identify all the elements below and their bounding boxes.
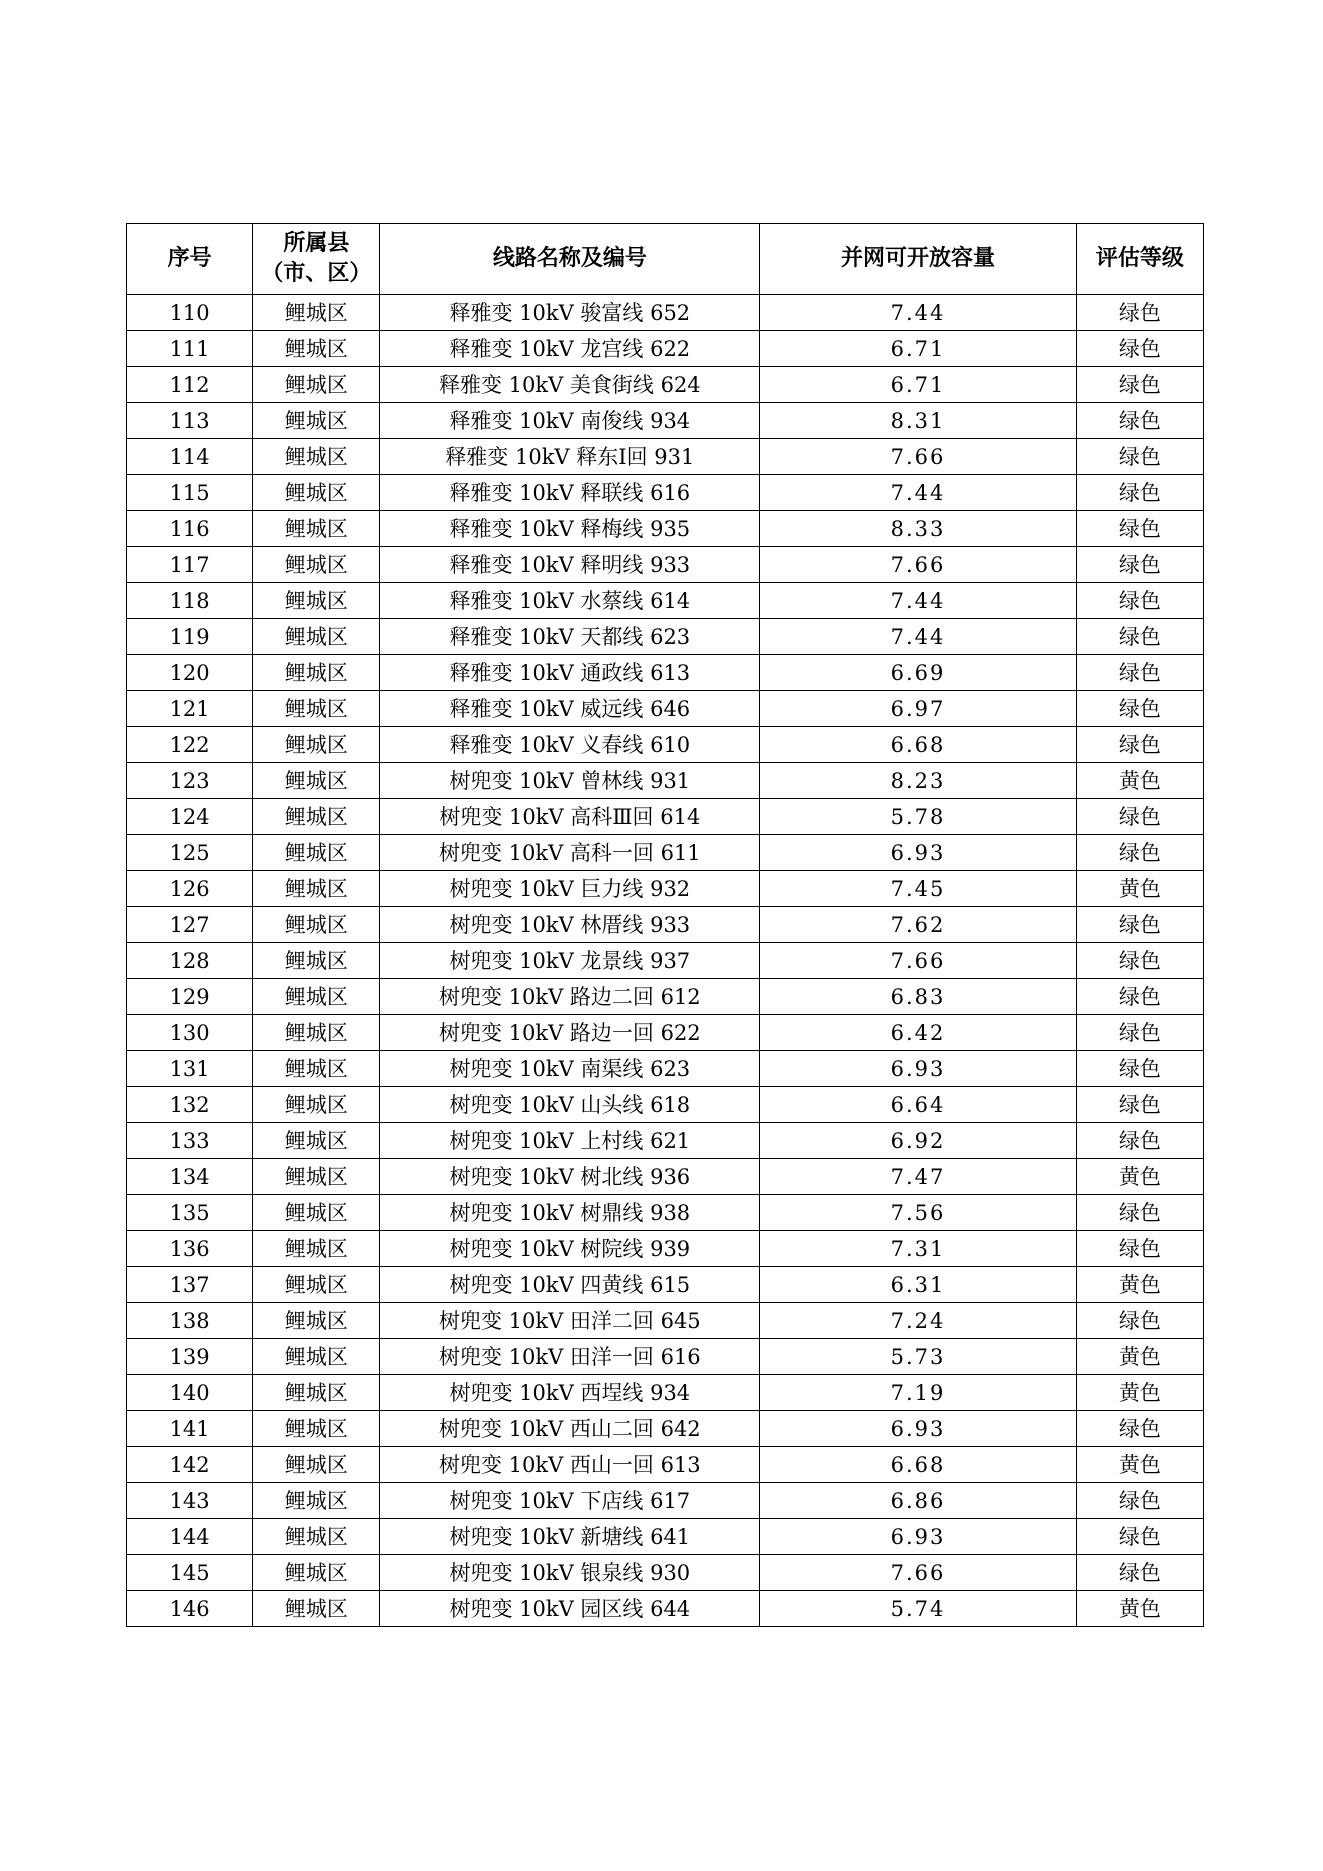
cell-capacity: 7.45: [760, 871, 1077, 907]
cell-county: 鲤城区: [253, 907, 380, 943]
cell-seq: 145: [127, 1555, 253, 1591]
cell-seq: 136: [127, 1231, 253, 1267]
cell-capacity: 6.71: [760, 331, 1077, 367]
cell-grade: 绿色: [1076, 583, 1203, 619]
cell-line: 树兜变 10kV 南渠线 623: [380, 1051, 760, 1087]
table-body: [127, 295, 1204, 1627]
cell-county: 鲤城区: [253, 1051, 380, 1087]
cell-line: 树兜变 10kV 高科Ⅲ回 614: [380, 799, 760, 835]
cell-seq: 116: [127, 511, 253, 547]
cell-grade: 绿色: [1076, 1015, 1203, 1051]
table-row: [127, 943, 1204, 979]
cell-county: 鲤城区: [253, 1123, 380, 1159]
cell-county: 鲤城区: [253, 403, 380, 439]
cell-grade: 绿色: [1076, 1195, 1203, 1231]
cell-capacity: 6.42: [760, 1015, 1077, 1051]
cell-line: 树兜变 10kV 田洋二回 645: [380, 1303, 760, 1339]
cell-seq: 129: [127, 979, 253, 1015]
cell-capacity: 7.66: [760, 439, 1077, 475]
header-grade: 评估等级: [1076, 224, 1203, 295]
cell-grade: 黄色: [1076, 1375, 1203, 1411]
cell-line: 释雅变 10kV 释梅线 935: [380, 511, 760, 547]
cell-county: 鲤城区: [253, 331, 380, 367]
cell-county: 鲤城区: [253, 943, 380, 979]
table-row: [127, 367, 1204, 403]
table-row: [127, 1375, 1204, 1411]
cell-seq: 111: [127, 331, 253, 367]
table-row: [127, 331, 1204, 367]
cell-seq: 131: [127, 1051, 253, 1087]
cell-county: 鲤城区: [253, 1339, 380, 1375]
cell-grade: 绿色: [1076, 1519, 1203, 1555]
cell-grade: 黄色: [1076, 1159, 1203, 1195]
cell-line: 释雅变 10kV 天都线 623: [380, 619, 760, 655]
table-row: [127, 655, 1204, 691]
cell-capacity: 7.44: [760, 619, 1077, 655]
cell-grade: 绿色: [1076, 1123, 1203, 1159]
table-row: [127, 1231, 1204, 1267]
cell-grade: 绿色: [1076, 295, 1203, 331]
cell-capacity: 5.73: [760, 1339, 1077, 1375]
table-row: [127, 1267, 1204, 1303]
cell-line: 树兜变 10kV 高科一回 611: [380, 835, 760, 871]
cell-grade: 绿色: [1076, 439, 1203, 475]
cell-grade: 绿色: [1076, 1087, 1203, 1123]
cell-seq: 117: [127, 547, 253, 583]
cell-seq: 143: [127, 1483, 253, 1519]
cell-grade: 黄色: [1076, 871, 1203, 907]
cell-county: 鲤城区: [253, 1087, 380, 1123]
cell-seq: 125: [127, 835, 253, 871]
cell-seq: 126: [127, 871, 253, 907]
table-row: [127, 1447, 1204, 1483]
cell-grade: 黄色: [1076, 1339, 1203, 1375]
cell-county: 鲤城区: [253, 583, 380, 619]
cell-county: 鲤城区: [253, 1411, 380, 1447]
cell-line: 树兜变 10kV 银泉线 930: [380, 1555, 760, 1591]
capacity-table: [126, 223, 1204, 1627]
cell-line: 树兜变 10kV 西山二回 642: [380, 1411, 760, 1447]
cell-capacity: 6.93: [760, 1411, 1077, 1447]
cell-grade: 绿色: [1076, 979, 1203, 1015]
cell-seq: 110: [127, 295, 253, 331]
cell-line: 释雅变 10kV 释联线 616: [380, 475, 760, 511]
cell-seq: 133: [127, 1123, 253, 1159]
cell-line: 树兜变 10kV 巨力线 932: [380, 871, 760, 907]
table-row: [127, 403, 1204, 439]
cell-line: 树兜变 10kV 四黄线 615: [380, 1267, 760, 1303]
cell-capacity: 6.64: [760, 1087, 1077, 1123]
cell-grade: 黄色: [1076, 1591, 1203, 1627]
table-row: [127, 511, 1204, 547]
cell-county: 鲤城区: [253, 835, 380, 871]
cell-line: 树兜变 10kV 上村线 621: [380, 1123, 760, 1159]
cell-county: 鲤城区: [253, 367, 380, 403]
cell-capacity: 6.68: [760, 1447, 1077, 1483]
table-row: [127, 1051, 1204, 1087]
cell-seq: 130: [127, 1015, 253, 1051]
cell-county: 鲤城区: [253, 1267, 380, 1303]
cell-line: 树兜变 10kV 路边二回 612: [380, 979, 760, 1015]
cell-county: 鲤城区: [253, 619, 380, 655]
table-row: [127, 691, 1204, 727]
table-row: [127, 1303, 1204, 1339]
table-row: [127, 475, 1204, 511]
table-row: [127, 1339, 1204, 1375]
cell-grade: 绿色: [1076, 727, 1203, 763]
cell-seq: 132: [127, 1087, 253, 1123]
cell-capacity: 6.92: [760, 1123, 1077, 1159]
cell-grade: 绿色: [1076, 655, 1203, 691]
table-row: [127, 1411, 1204, 1447]
cell-line: 释雅变 10kV 威远线 646: [380, 691, 760, 727]
cell-capacity: 7.31: [760, 1231, 1077, 1267]
table-row: [127, 907, 1204, 943]
table-row: [127, 871, 1204, 907]
cell-line: 树兜变 10kV 林厝线 933: [380, 907, 760, 943]
cell-county: 鲤城区: [253, 1015, 380, 1051]
cell-line: 树兜变 10kV 树院线 939: [380, 1231, 760, 1267]
cell-county: 鲤城区: [253, 727, 380, 763]
cell-capacity: 6.83: [760, 979, 1077, 1015]
cell-line: 释雅变 10kV 南俊线 934: [380, 403, 760, 439]
cell-line: 树兜变 10kV 田洋一回 616: [380, 1339, 760, 1375]
table-row: [127, 1555, 1204, 1591]
cell-grade: 绿色: [1076, 511, 1203, 547]
cell-county: 鲤城区: [253, 871, 380, 907]
cell-line: 树兜变 10kV 下店线 617: [380, 1483, 760, 1519]
cell-line: 释雅变 10kV 美食街线 624: [380, 367, 760, 403]
cell-capacity: 6.93: [760, 1051, 1077, 1087]
cell-line: 树兜变 10kV 西埕线 934: [380, 1375, 760, 1411]
cell-grade: 绿色: [1076, 367, 1203, 403]
cell-line: 树兜变 10kV 龙景线 937: [380, 943, 760, 979]
header-county-line2: （市、区）: [261, 261, 372, 286]
cell-capacity: 5.78: [760, 799, 1077, 835]
cell-seq: 115: [127, 475, 253, 511]
table-row: [127, 1195, 1204, 1231]
cell-line: 树兜变 10kV 树鼎线 938: [380, 1195, 760, 1231]
cell-line: 释雅变 10kV 义春线 610: [380, 727, 760, 763]
cell-grade: 绿色: [1076, 403, 1203, 439]
cell-county: 鲤城区: [253, 691, 380, 727]
cell-seq: 114: [127, 439, 253, 475]
cell-line: 释雅变 10kV 龙宫线 622: [380, 331, 760, 367]
cell-seq: 137: [127, 1267, 253, 1303]
cell-grade: 绿色: [1076, 1411, 1203, 1447]
table-row: [127, 1519, 1204, 1555]
cell-capacity: 7.66: [760, 943, 1077, 979]
table-row: [127, 763, 1204, 799]
cell-county: 鲤城区: [253, 1303, 380, 1339]
cell-grade: 绿色: [1076, 619, 1203, 655]
cell-seq: 140: [127, 1375, 253, 1411]
cell-county: 鲤城区: [253, 979, 380, 1015]
table-row: [127, 1123, 1204, 1159]
cell-grade: 绿色: [1076, 943, 1203, 979]
cell-seq: 146: [127, 1591, 253, 1627]
table-row: [127, 547, 1204, 583]
cell-seq: 120: [127, 655, 253, 691]
cell-capacity: 7.47: [760, 1159, 1077, 1195]
cell-capacity: 7.19: [760, 1375, 1077, 1411]
cell-county: 鲤城区: [253, 511, 380, 547]
cell-capacity: 6.69: [760, 655, 1077, 691]
cell-seq: 128: [127, 943, 253, 979]
cell-seq: 138: [127, 1303, 253, 1339]
cell-capacity: 7.56: [760, 1195, 1077, 1231]
cell-grade: 绿色: [1076, 1555, 1203, 1591]
cell-grade: 绿色: [1076, 1051, 1203, 1087]
cell-line: 释雅变 10kV 释明线 933: [380, 547, 760, 583]
cell-capacity: 7.44: [760, 475, 1077, 511]
cell-county: 鲤城区: [253, 763, 380, 799]
cell-seq: 118: [127, 583, 253, 619]
cell-capacity: 7.44: [760, 583, 1077, 619]
cell-county: 鲤城区: [253, 1375, 380, 1411]
table-row: [127, 619, 1204, 655]
cell-seq: 119: [127, 619, 253, 655]
table-row: [127, 1159, 1204, 1195]
cell-seq: 113: [127, 403, 253, 439]
cell-county: 鲤城区: [253, 1159, 380, 1195]
cell-grade: 绿色: [1076, 907, 1203, 943]
cell-seq: 139: [127, 1339, 253, 1375]
cell-line: 树兜变 10kV 树北线 936: [380, 1159, 760, 1195]
cell-county: 鲤城区: [253, 1591, 380, 1627]
cell-capacity: 7.66: [760, 1555, 1077, 1591]
cell-line: 释雅变 10kV 水蔡线 614: [380, 583, 760, 619]
cell-grade: 绿色: [1076, 799, 1203, 835]
cell-capacity: 5.74: [760, 1591, 1077, 1627]
cell-seq: 127: [127, 907, 253, 943]
cell-county: 鲤城区: [253, 1447, 380, 1483]
cell-seq: 122: [127, 727, 253, 763]
cell-county: 鲤城区: [253, 799, 380, 835]
table-row: [127, 1591, 1204, 1627]
cell-grade: 绿色: [1076, 331, 1203, 367]
table-row: [127, 1483, 1204, 1519]
cell-capacity: 8.23: [760, 763, 1077, 799]
cell-county: 鲤城区: [253, 1519, 380, 1555]
cell-grade: 黄色: [1076, 1447, 1203, 1483]
cell-capacity: 7.44: [760, 295, 1077, 331]
cell-county: 鲤城区: [253, 1231, 380, 1267]
cell-grade: 绿色: [1076, 475, 1203, 511]
cell-line: 树兜变 10kV 曾林线 931: [380, 763, 760, 799]
cell-line: 树兜变 10kV 西山一回 613: [380, 1447, 760, 1483]
cell-county: 鲤城区: [253, 1195, 380, 1231]
cell-line: 树兜变 10kV 山头线 618: [380, 1087, 760, 1123]
cell-capacity: 7.62: [760, 907, 1077, 943]
table-row: [127, 799, 1204, 835]
cell-capacity: 8.33: [760, 511, 1077, 547]
cell-grade: 黄色: [1076, 1267, 1203, 1303]
cell-seq: 123: [127, 763, 253, 799]
cell-grade: 绿色: [1076, 1483, 1203, 1519]
cell-seq: 135: [127, 1195, 253, 1231]
table-row: [127, 835, 1204, 871]
table-row: [127, 583, 1204, 619]
cell-seq: 112: [127, 367, 253, 403]
cell-line: 释雅变 10kV 骏富线 652: [380, 295, 760, 331]
cell-grade: 绿色: [1076, 547, 1203, 583]
cell-seq: 124: [127, 799, 253, 835]
header-row: [127, 224, 1204, 295]
header-county: [253, 224, 380, 295]
cell-county: 鲤城区: [253, 1483, 380, 1519]
header-county-line1: 所属县: [283, 231, 350, 256]
cell-capacity: 6.97: [760, 691, 1077, 727]
cell-capacity: 7.66: [760, 547, 1077, 583]
table-row: [127, 727, 1204, 763]
cell-seq: 134: [127, 1159, 253, 1195]
cell-line: 释雅变 10kV 通政线 613: [380, 655, 760, 691]
table-header: [127, 224, 1204, 295]
cell-capacity: 6.71: [760, 367, 1077, 403]
cell-seq: 141: [127, 1411, 253, 1447]
cell-capacity: 7.24: [760, 1303, 1077, 1339]
cell-county: 鲤城区: [253, 439, 380, 475]
cell-county: 鲤城区: [253, 547, 380, 583]
cell-line: 树兜变 10kV 园区线 644: [380, 1591, 760, 1627]
cell-seq: 142: [127, 1447, 253, 1483]
cell-grade: 绿色: [1076, 1231, 1203, 1267]
table-row: [127, 295, 1204, 331]
table-row: [127, 439, 1204, 475]
header-seq: 序号: [127, 224, 253, 295]
table-row: [127, 1087, 1204, 1123]
cell-grade: 绿色: [1076, 1303, 1203, 1339]
cell-seq: 144: [127, 1519, 253, 1555]
cell-capacity: 6.86: [760, 1483, 1077, 1519]
cell-seq: 121: [127, 691, 253, 727]
cell-grade: 绿色: [1076, 691, 1203, 727]
cell-line: 树兜变 10kV 新塘线 641: [380, 1519, 760, 1555]
cell-line: 树兜变 10kV 路边一回 622: [380, 1015, 760, 1051]
table-row: [127, 1015, 1204, 1051]
header-capacity: 并网可开放容量: [760, 224, 1077, 295]
cell-grade: 绿色: [1076, 835, 1203, 871]
cell-capacity: 8.31: [760, 403, 1077, 439]
header-line: 线路名称及编号: [380, 224, 760, 295]
cell-county: 鲤城区: [253, 475, 380, 511]
cell-capacity: 6.68: [760, 727, 1077, 763]
cell-line: 释雅变 10kV 释东Ⅰ回 931: [380, 439, 760, 475]
cell-capacity: 6.93: [760, 1519, 1077, 1555]
cell-capacity: 6.93: [760, 835, 1077, 871]
table-row: [127, 979, 1204, 1015]
cell-county: 鲤城区: [253, 1555, 380, 1591]
cell-grade: 黄色: [1076, 763, 1203, 799]
cell-county: 鲤城区: [253, 655, 380, 691]
cell-county: 鲤城区: [253, 295, 380, 331]
cell-capacity: 6.31: [760, 1267, 1077, 1303]
